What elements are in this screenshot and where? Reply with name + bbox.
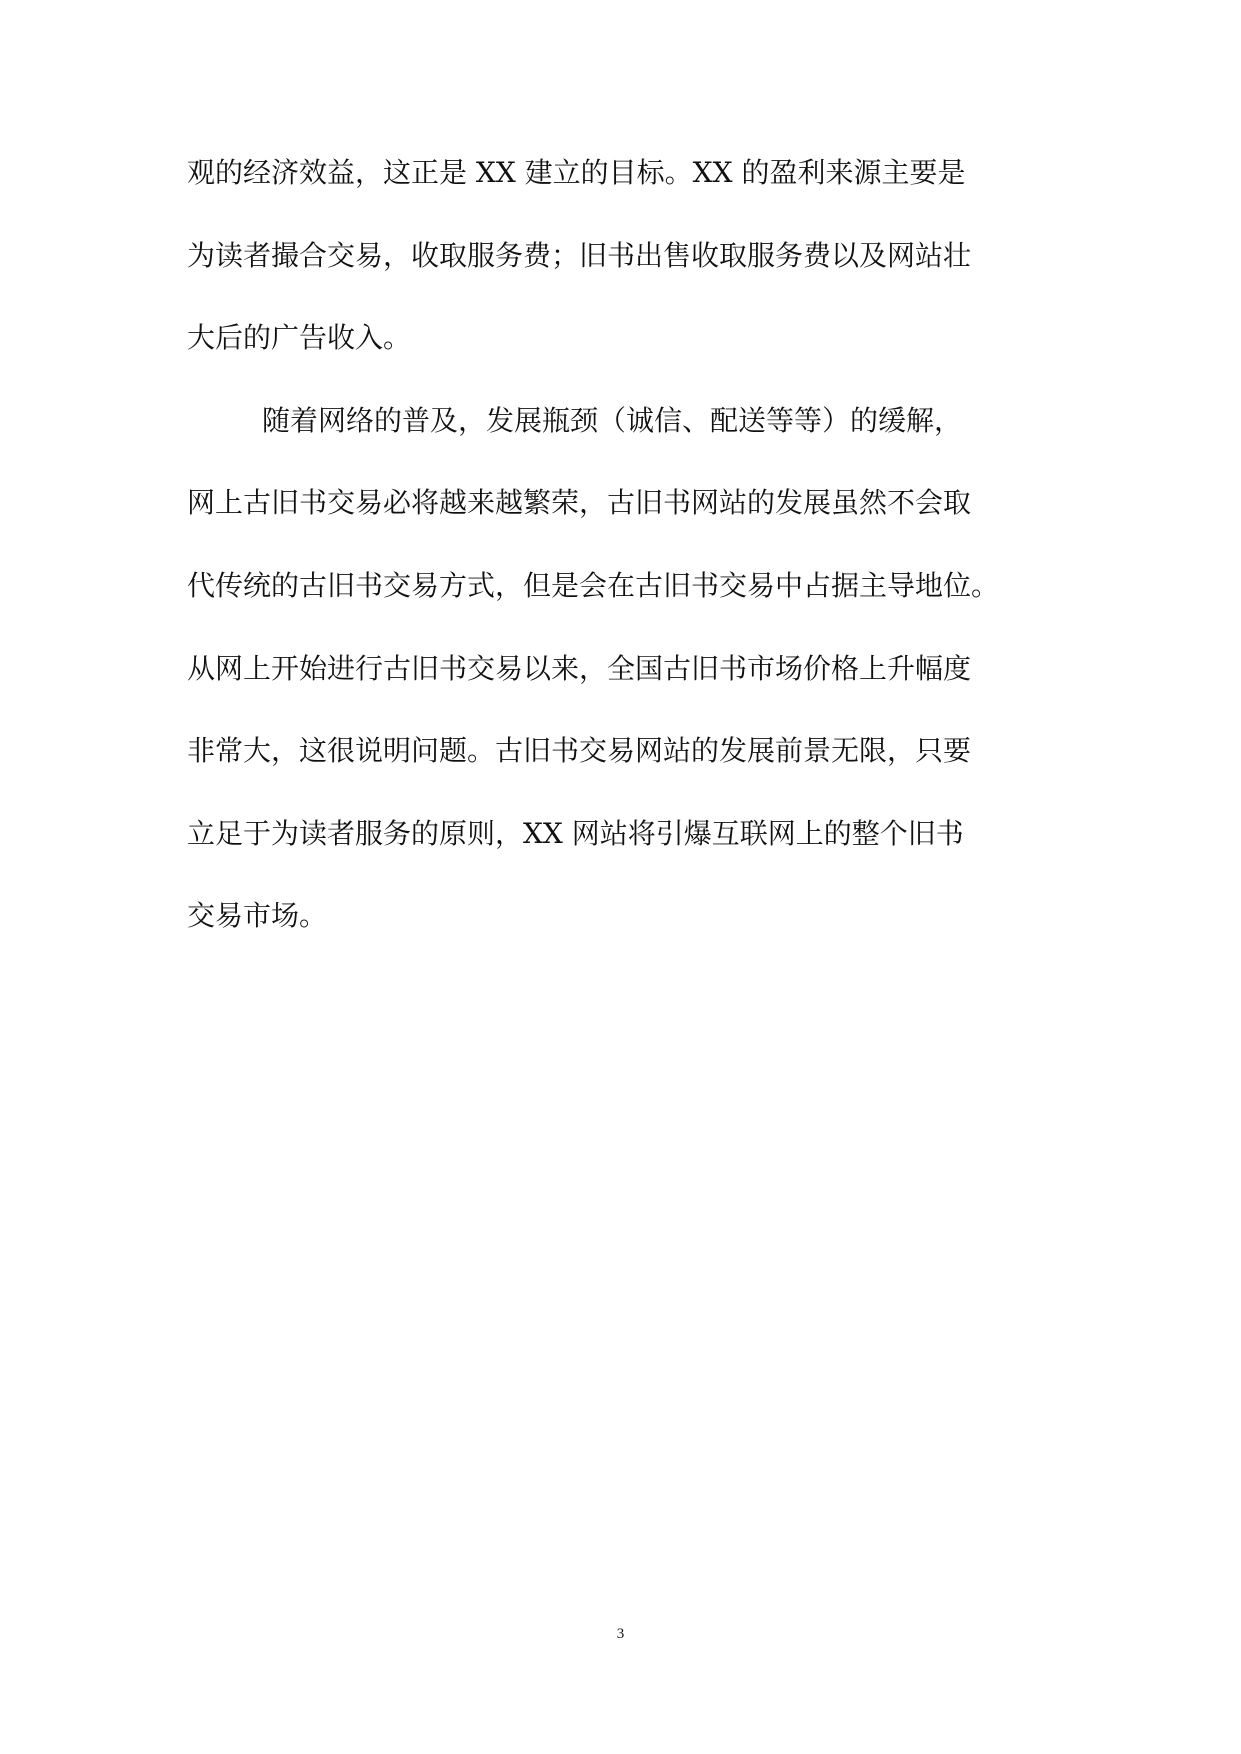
body-text	[187, 158, 1067, 984]
text-line-1: 观的经济效益，这正是 XX 建立的目标。XX 的盈利来源主要是	[187, 156, 966, 189]
text-line-3: 大后的广告收入。	[187, 321, 412, 355]
text-line-9: 立足于为读者服务的原则，XX 网站将引爆互联网上的整个旧书	[187, 816, 964, 850]
text-line-8: 非常大，这很说明问题。古旧书交易网站的发展前景无限，只要	[187, 734, 972, 768]
text-line-10: 交易市场。	[187, 899, 328, 933]
text-line-5: 网上古旧书交易必将越来越繁荣，古旧书网站的发展虽然不会取	[187, 486, 972, 520]
text-line-2: 为读者撮合交易，收取服务费；旧书出售收取服务费以及网站壮	[187, 238, 972, 272]
text-line-4: 随着网络的普及，发展瓶颈（诚信、配送等等）的缓解，	[262, 403, 963, 437]
text-line-7: 从网上开始进行古旧书交易以来，全国古旧书市场价格上升幅度	[187, 651, 972, 685]
text-line-6: 代传统的古旧书交易方式，但是会在古旧书交易中占据主导地位。	[187, 568, 1000, 602]
page-number: 3	[616, 1626, 625, 1642]
